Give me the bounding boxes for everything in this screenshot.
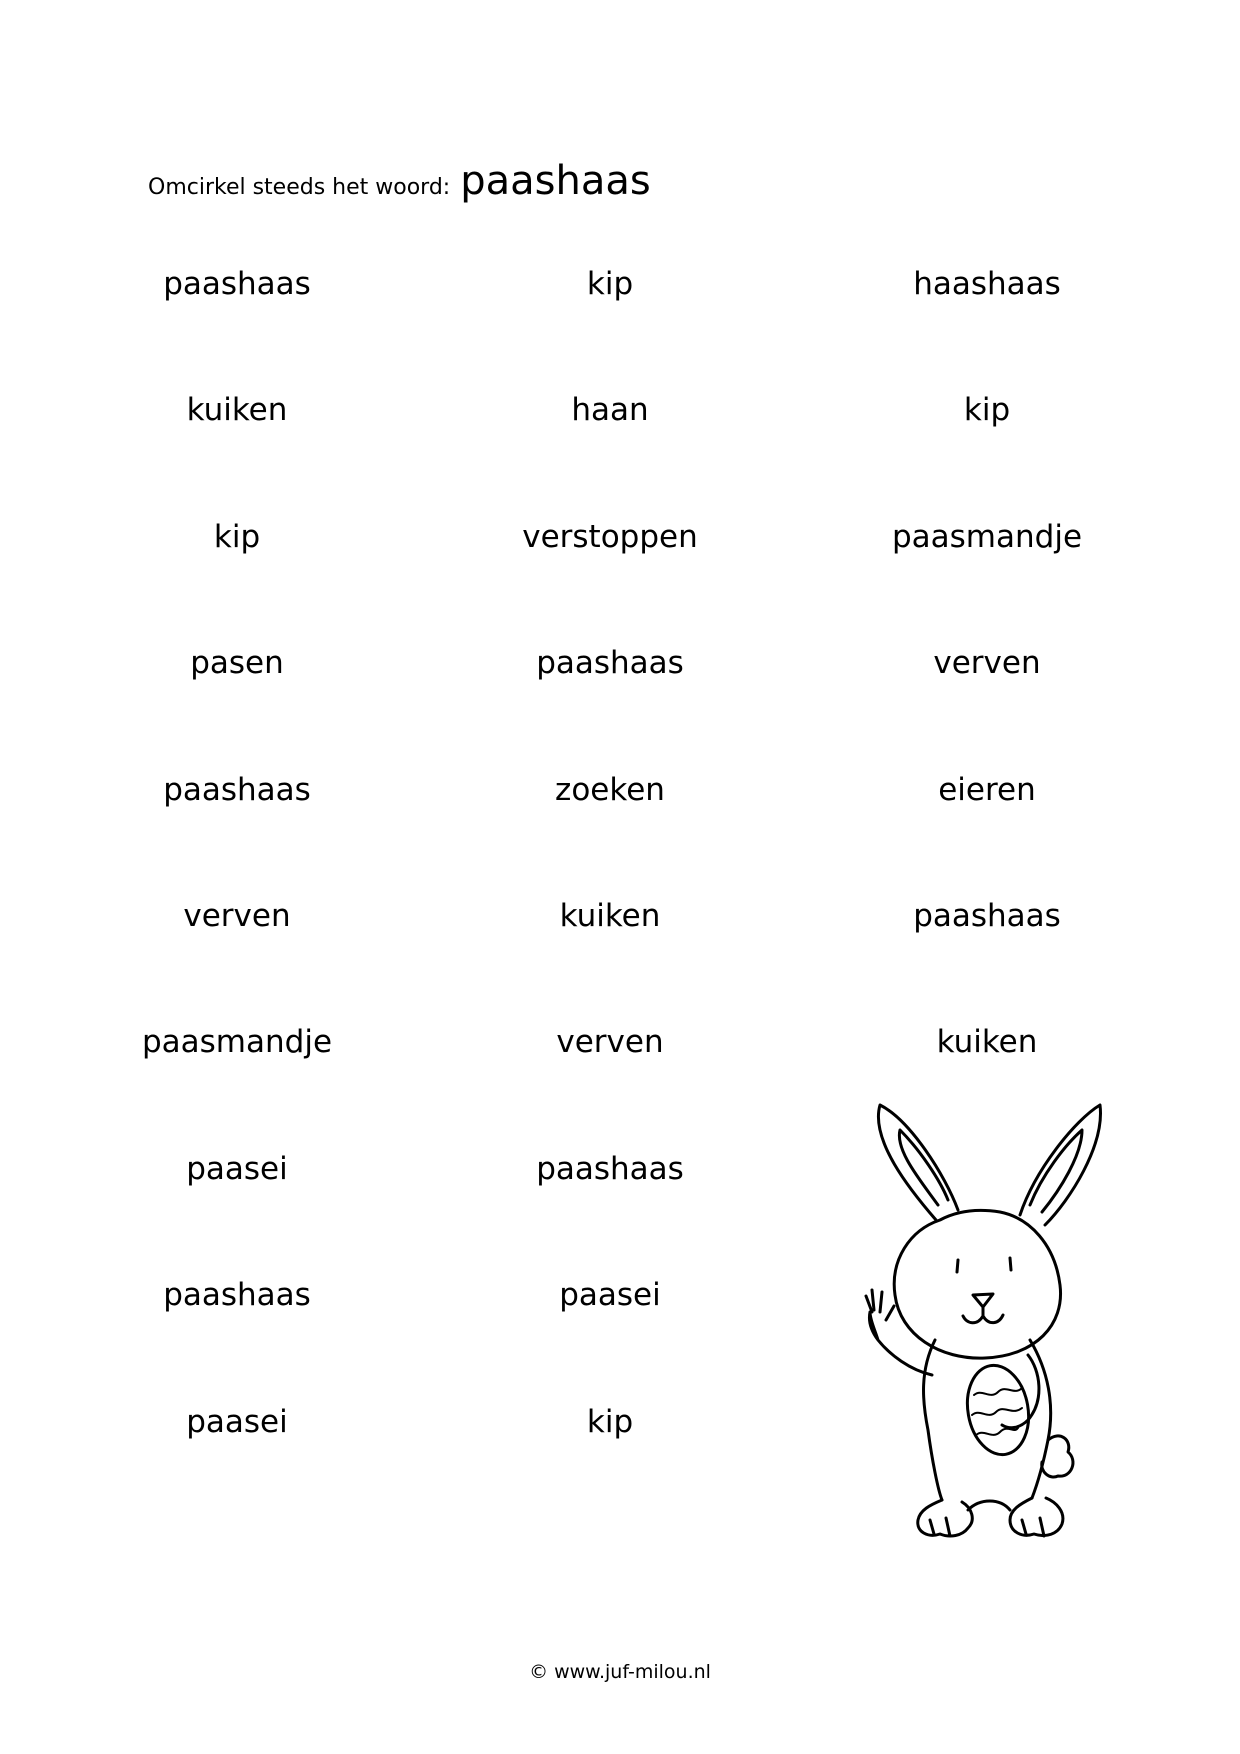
word-item[interactable]: verstoppen: [522, 518, 698, 555]
word-item[interactable]: paashaas: [536, 1150, 684, 1187]
bunny-left-ear-inner: [899, 1130, 948, 1205]
word-item[interactable]: paashaas: [163, 771, 311, 808]
bunny-right-eye: [1010, 1258, 1011, 1270]
word-item[interactable]: paasei: [559, 1277, 661, 1314]
word-item[interactable]: kuiken: [559, 898, 661, 934]
bunny-right-ear-inner: [1030, 1130, 1082, 1212]
word-item[interactable]: paasei: [186, 1150, 288, 1187]
bunny-body: [924, 1340, 1051, 1500]
word-item[interactable]: kip: [963, 392, 1011, 429]
word-item[interactable]: kip: [586, 266, 634, 302]
bunny-legs-join: [968, 1501, 1010, 1510]
bunny-left-foot: [918, 1500, 972, 1536]
word-item[interactable]: eieren: [938, 771, 1036, 808]
easter-bunny-holding-egg-icon: [850, 1100, 1120, 1550]
target-word: paashaas: [460, 158, 651, 204]
word-item[interactable]: paashaas: [163, 1277, 311, 1314]
word-item[interactable]: pasen: [190, 645, 284, 682]
bunny-right-foot: [1010, 1498, 1063, 1536]
bunny-left-ear: [878, 1105, 958, 1220]
bunny-holding-arm: [1002, 1355, 1039, 1428]
word-item[interactable]: verven: [183, 898, 291, 934]
bunny-nose: [973, 1294, 993, 1307]
word-item[interactable]: verven: [933, 645, 1041, 682]
bunny-left-eye: [957, 1260, 958, 1272]
word-item[interactable]: zoeken: [555, 771, 665, 808]
word-item[interactable]: kuiken: [186, 392, 288, 429]
word-item[interactable]: paashaas: [536, 645, 684, 682]
word-item[interactable]: kip: [586, 1403, 634, 1440]
instruction-text: Omcirkel steeds het woord:: [148, 175, 451, 200]
word-item[interactable]: haan: [571, 392, 649, 429]
word-item[interactable]: kuiken: [936, 1024, 1038, 1061]
bunny-waving-arm: [866, 1290, 932, 1375]
footer-copyright: © www.juf-milou.nl: [529, 1661, 711, 1683]
word-item[interactable]: paasei: [186, 1403, 288, 1440]
word-item[interactable]: paasmandje: [891, 518, 1083, 555]
word-item[interactable]: paashaas: [163, 266, 311, 302]
word-item[interactable]: kip: [213, 518, 261, 555]
bunny-right-ear: [1020, 1105, 1100, 1225]
word-item[interactable]: verven: [556, 1024, 664, 1061]
bunny-head: [894, 1210, 1060, 1358]
word-item[interactable]: haashaas: [913, 266, 1061, 302]
word-item[interactable]: paasmandje: [141, 1024, 333, 1061]
bunny-mouth: [963, 1307, 1003, 1323]
word-item[interactable]: paashaas: [913, 898, 1061, 934]
instruction-line: [148, 158, 651, 218]
